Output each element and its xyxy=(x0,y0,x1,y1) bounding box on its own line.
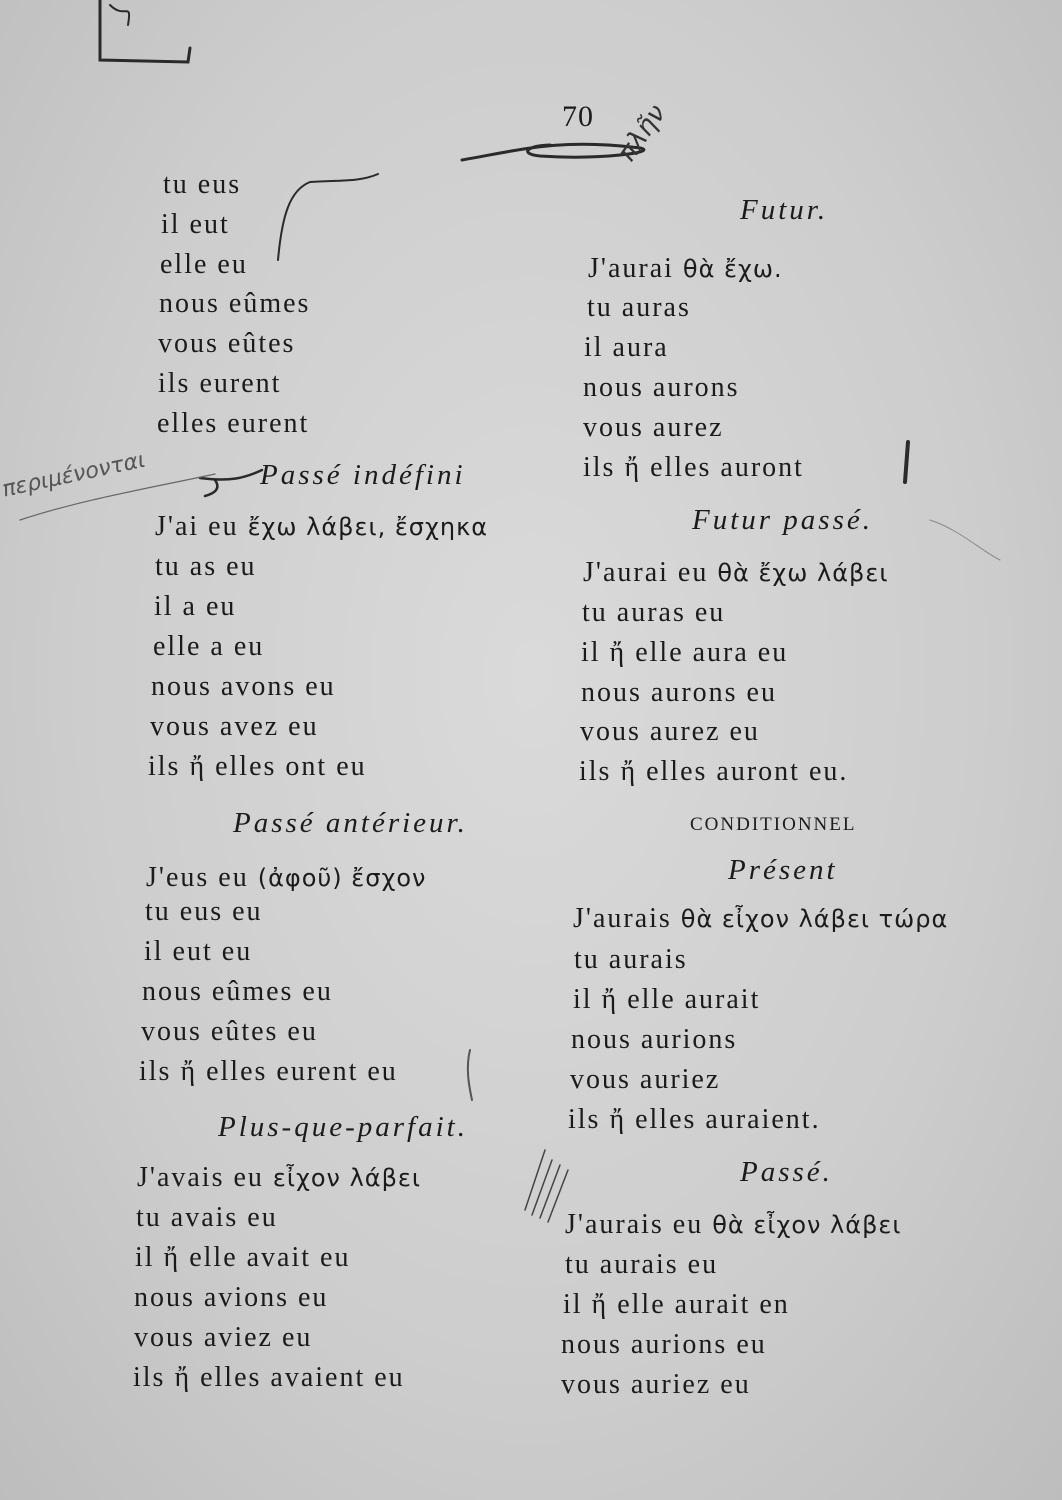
tense-heading-futur-passe: Futur passé. xyxy=(692,504,873,536)
conjugation-line: nous eûmes xyxy=(159,288,311,319)
greek-translation: (ἀφοῦ) ἔσχον xyxy=(257,864,427,892)
conjugation-line: vous auriez eu xyxy=(561,1369,751,1400)
conjugation-line: nous aurions eu xyxy=(561,1329,767,1360)
conjugation-line: nous avions eu xyxy=(134,1282,329,1313)
tense-heading-plus-que-parfait: Plus-que-parfait. xyxy=(218,1111,468,1143)
page-number: 70 xyxy=(562,100,594,133)
conjugation-line: tu as eu xyxy=(155,551,257,582)
conjugation-line-first xyxy=(146,861,426,895)
conjugation-line: tu auras xyxy=(587,292,691,323)
conjugation-line-first xyxy=(155,510,488,544)
conjugation-line: tu auras eu xyxy=(582,597,726,628)
conjugation-line: nous aurons xyxy=(583,372,740,403)
handwritten-note-top: πλῆν xyxy=(612,99,673,168)
conjugation-line: vous aurez eu xyxy=(580,716,760,747)
french-text: J'aurais eu xyxy=(565,1209,704,1240)
conjugation-line: vous eûtes eu xyxy=(141,1016,318,1047)
conjugation-line: nous avons eu xyxy=(151,671,336,702)
greek-translation: θὰ ἔχω λάβει xyxy=(717,559,889,587)
conjugation-line: ils ἤ elles auraient. xyxy=(568,1104,821,1135)
conjugation-line: il aura xyxy=(584,332,669,363)
greek-translation: ἔχω λάβει, ἔσχηκα xyxy=(247,513,489,541)
corner-scribble-mark xyxy=(110,5,129,25)
conjugation-line: il ἤ elle aurait en xyxy=(563,1289,790,1320)
conjugation-line: ils ἤ elles auront eu. xyxy=(579,756,849,787)
greek-translation: εἶχον λάβει xyxy=(272,1164,422,1192)
conjugation-line: nous aurons eu xyxy=(581,677,777,708)
tense-heading-passe-anterieur: Passé antérieur. xyxy=(233,807,468,839)
greek-translation: θὰ ἔχω. xyxy=(682,255,783,283)
tense-heading-passe: Passé. xyxy=(740,1156,833,1188)
passe-indefini-arrow xyxy=(200,470,262,496)
greek-translation: θὰ εἶχον λάβει τώρα xyxy=(680,905,949,933)
conjugation-line: il eut eu xyxy=(144,936,253,967)
conjugation-line: vous auriez xyxy=(570,1064,721,1095)
conjugation-line: elle a eu xyxy=(153,631,265,662)
french-text: J'ai eu xyxy=(155,511,239,542)
eurent-tick xyxy=(468,1050,472,1100)
conjugation-line: il ἤ elle aura eu xyxy=(581,637,789,668)
conjugation-line: elles eurent xyxy=(157,408,310,439)
left-bracket-mark xyxy=(278,174,378,260)
conjugation-line: ils ἤ elles auront xyxy=(583,452,804,483)
conjugation-line-first xyxy=(588,252,783,286)
conjugation-line: nous eûmes eu xyxy=(142,976,333,1007)
tense-heading-passe-indefini: Passé indéfini xyxy=(260,459,466,491)
conjugation-line-first xyxy=(565,1208,901,1242)
french-text: J'eus eu xyxy=(146,862,249,893)
conjugation-line: vous aurez xyxy=(583,412,724,443)
conjugation-line: ils ἤ elles eurent eu xyxy=(139,1056,398,1087)
conjugation-line: il ἤ elle aurait xyxy=(573,984,761,1015)
conjugation-line: vous aviez eu xyxy=(134,1322,313,1353)
conjugation-line-first xyxy=(573,902,948,936)
conjugation-line: tu aurais xyxy=(574,944,688,975)
handwritten-note-left: περιμένονται xyxy=(0,447,148,503)
french-text: J'aurai eu xyxy=(583,557,709,588)
french-text: J'aurai xyxy=(588,253,674,284)
conjugation-line: il eut xyxy=(161,209,230,240)
conjugation-line: nous aurions xyxy=(571,1024,738,1055)
french-text: J'avais eu xyxy=(137,1162,264,1193)
conjugation-line: tu eus xyxy=(163,169,242,200)
conjugation-line: tu eus eu xyxy=(145,896,263,927)
french-text: J'aurais xyxy=(573,903,672,934)
right-margin-faint xyxy=(930,520,1000,560)
conjugation-line: vous eûtes xyxy=(158,328,296,359)
conjugation-line: tu avais eu xyxy=(136,1202,278,1233)
corner-bracket-mark xyxy=(100,0,190,62)
conjugation-line: il a eu xyxy=(154,591,237,622)
conjugation-line-first xyxy=(137,1161,421,1195)
conjugation-line: ils ἤ elles ont eu xyxy=(148,751,367,782)
greek-translation: θὰ εἶχον λάβει xyxy=(712,1211,902,1239)
mood-heading-conditionnel: CONDITIONNEL xyxy=(690,814,857,835)
conjugation-line-first xyxy=(583,556,888,590)
conjugation-line: vous avez eu xyxy=(150,711,319,742)
conjugation-line: elle eu xyxy=(160,249,248,280)
tense-heading-futur: Futur. xyxy=(740,194,829,226)
conjugation-line: tu aurais eu xyxy=(565,1249,719,1280)
conjugation-line: ils eurent xyxy=(158,368,282,399)
passe-hatch-mark xyxy=(525,1150,568,1222)
conjugation-line: ils ἤ elles avaient eu xyxy=(133,1362,405,1393)
conjugation-line: il ἤ elle avait eu xyxy=(135,1242,351,1273)
tense-heading-present: Présent xyxy=(728,854,838,886)
auront-tick xyxy=(905,442,908,482)
